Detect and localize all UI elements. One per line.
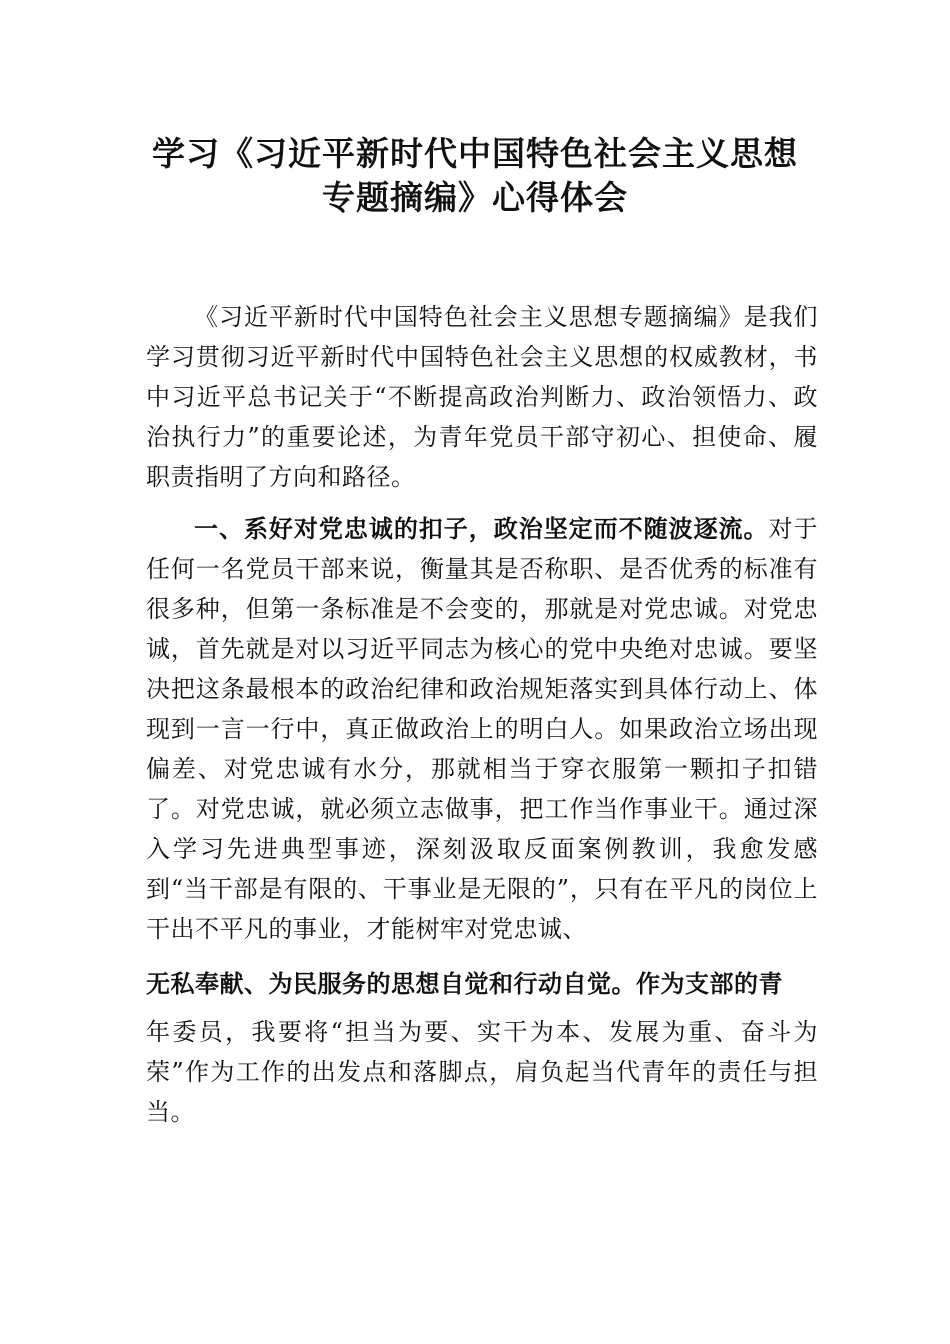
section-1-closing-block: [146, 1012, 818, 1132]
section-1-heading: 一、系好对党忠诚的扣子，政治坚定而不随波逐流。: [194, 515, 769, 543]
section-1-bold-line-block: [146, 964, 818, 1004]
section-1-closing: 年委员，我要将“担当为要、实干为本、发展为重、奋斗为荣”作为工作的出发点和落脚点，肩负起当代青年的责任与担当。: [146, 1018, 818, 1126]
section-1-paragraph: [146, 509, 818, 949]
section-1-bold-line: 无私奉献、为民服务的思想自觉和行动自觉。作为支部的青: [146, 970, 783, 998]
section-1-body: 对于任何一名党员干部来说，衡量其是否称职、是否优秀的标准有很多种，但第一条标准是不会变的，那就是对党忠诚。对党忠诚，首先就是对以习近平同志为核心的党中央绝对忠诚。要坚决把这条最根本的政治纪律和政治规矩落实到具体行动上、体现到一言一行中，真正做政治上的明白人。如果政治立场出现偏差、对党忠诚有水分，那就相当于穿衣服第一颗扣子扣错了。对党忠诚，就必须立志做事，把工作当作事业干。通过深入学习先进典型事迹，深刻汲取反面案例教训，我愈发感到“当干部是有限的、干事业是无限的”，只有在平凡的岗位上干出不平凡的事业，才能树牢对党忠诚、: [146, 515, 819, 943]
document-title-line-2: 专题摘编》心得体会: [322, 178, 628, 217]
document-title-line-1: 学习《习近平新时代中国特色社会主义思想: [152, 134, 798, 173]
section-1-block: [146, 509, 818, 949]
intro-paragraph-block: [146, 297, 818, 497]
intro-paragraph: 《习近平新时代中国特色社会主义思想专题摘编》是我们学习贯彻习近平新时代中国特色社会主义思想的权威教材，书中习近平总书记关于“不断提高政治判断力、政治领悟力、政治执行力”的重要论述，为青年党员干部守初心、担使命、履职责指明了方向和路径。: [146, 303, 818, 491]
